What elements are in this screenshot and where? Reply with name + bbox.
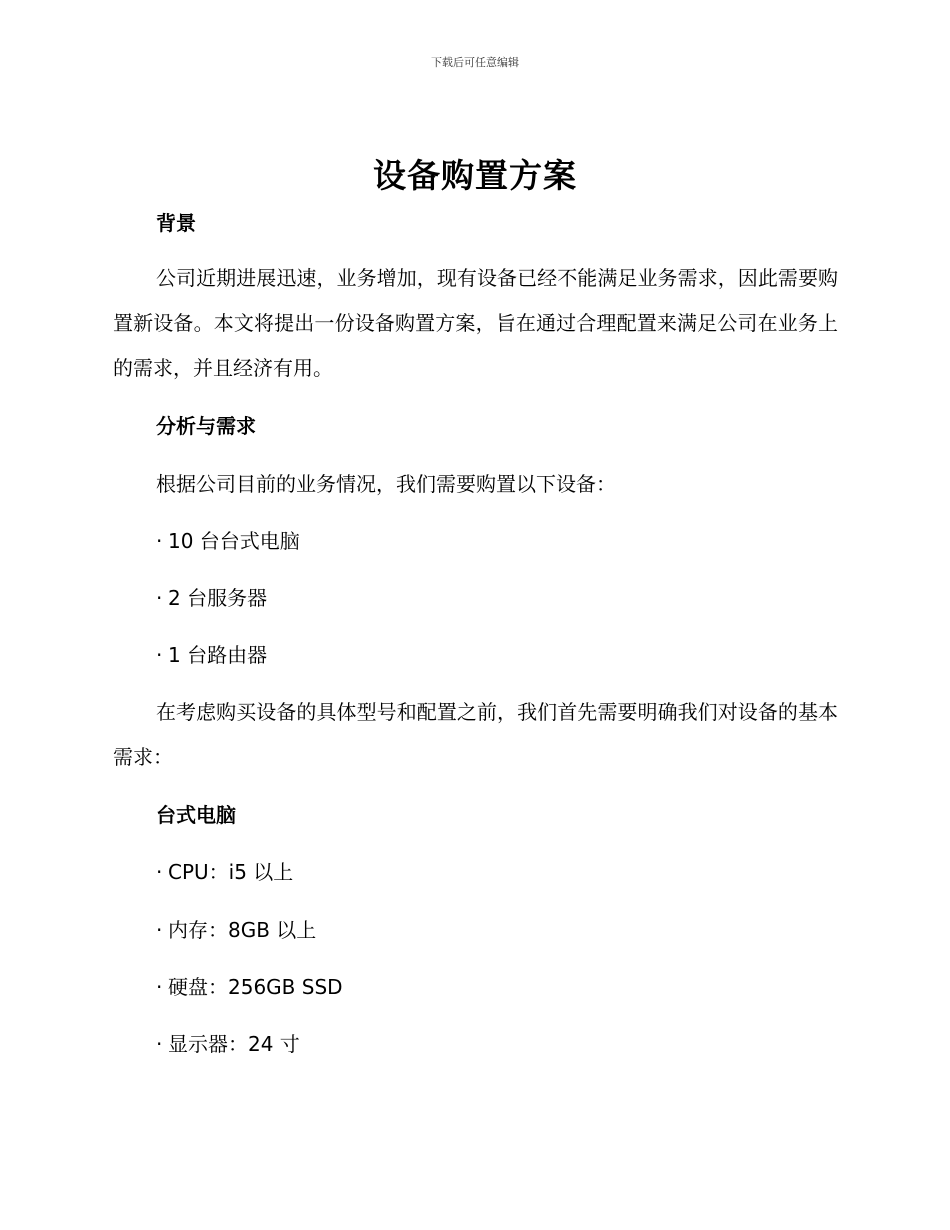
list-item-text: 显示器：24 寸 — [168, 1032, 300, 1056]
list-item-text: 2 台服务器 — [168, 586, 268, 610]
list-item-text: 硬盘：256GB SSD — [168, 975, 343, 999]
bullet-icon: · — [156, 975, 163, 999]
bullet-icon: · — [156, 860, 163, 884]
header-note: 下载后可任意编辑 — [431, 56, 519, 69]
list-item — [113, 1029, 881, 1059]
section-heading-background: 背景 — [156, 211, 196, 235]
list-item-text: 10 台台式电脑 — [168, 529, 300, 553]
list-item-text: 1 台路由器 — [168, 643, 268, 667]
list-item-text: CPU：i5 以上 — [168, 860, 294, 884]
list-item — [113, 857, 881, 887]
list-item — [113, 640, 881, 670]
bullet-icon: · — [156, 529, 163, 553]
paragraph-background: 公司近期进展迅速，业务增加，现有设备已经不能满足业务需求，因此需要购置新设备。本文将提出一份设备购置方案，旨在通过合理配置来满足公司在业务上的需求，并且经济有用。 — [113, 266, 838, 380]
section-heading-analysis: 分析与需求 — [156, 414, 256, 438]
list-item — [113, 972, 881, 1002]
list-item — [113, 583, 881, 613]
bullet-icon: · — [156, 918, 163, 942]
list-item-text: 内存：8GB 以上 — [168, 918, 317, 942]
paragraph-requirements: 在考虑购买设备的具体型号和配置之前，我们首先需要明确我们对设备的基本需求： — [113, 700, 838, 769]
bullet-icon: · — [156, 586, 163, 610]
list-item — [113, 526, 881, 556]
document-title: 设备购置方案 — [373, 156, 577, 195]
section-heading-desktop: 台式电脑 — [156, 803, 236, 827]
bullet-icon: · — [156, 643, 163, 667]
paragraph-analysis-intro: 根据公司目前的业务情况，我们需要购置以下设备： — [156, 472, 616, 496]
bullet-icon: · — [156, 1032, 163, 1056]
list-item — [113, 915, 881, 945]
